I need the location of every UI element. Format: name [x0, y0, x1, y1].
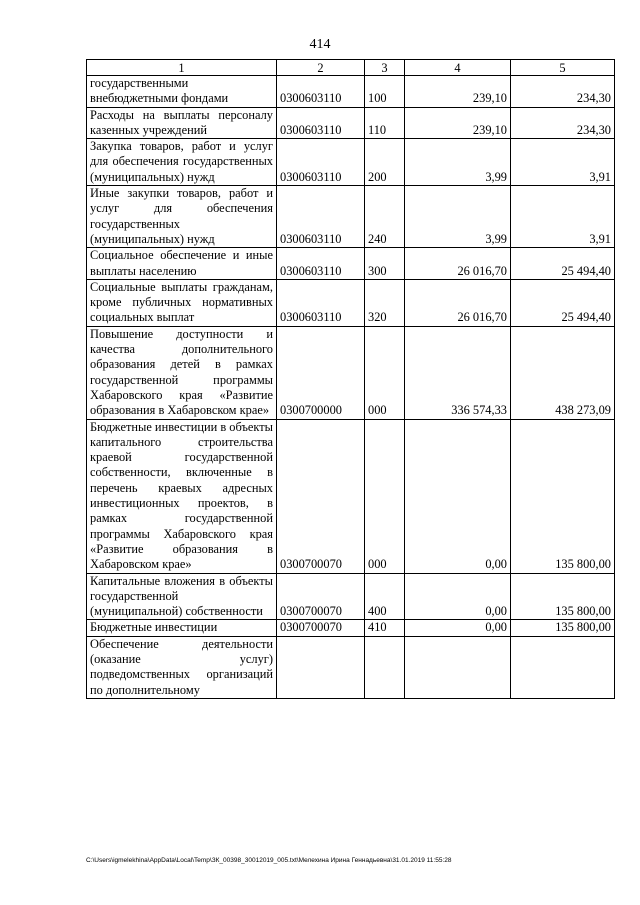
document-footer-path: C:\Users\igmelekhina\AppData\Local\Temp\ЗК_00398_30012019_005.txt\Мелехина Ирина Геннадьевна\31.01.2019 11:55:28: [86, 857, 452, 864]
row-target-code: 0300603110: [277, 139, 365, 186]
row-target-code: 0300603110: [277, 76, 365, 108]
column-header: 5: [511, 60, 615, 76]
table-header-row: [87, 60, 615, 76]
row-expense-type: 100: [365, 76, 405, 108]
column-header: 1: [87, 60, 277, 76]
row-name: Повышение доступности и качества дополнительного образования детей в рамках государственной программы Хабаровского края «Развитие образования в Хабаровском крае»: [87, 326, 277, 419]
row-amount-2: 234,30: [511, 107, 615, 139]
table-row: [87, 326, 615, 419]
row-amount-2: 438 273,09: [511, 326, 615, 419]
row-expense-type: 000: [365, 326, 405, 419]
row-expense-type: 410: [365, 620, 405, 636]
row-amount-2: 3,91: [511, 186, 615, 248]
row-amount-2: 234,30: [511, 76, 615, 108]
row-name: Бюджетные инвестиции в объекты капитального строительства краевой государственной собственности, включенные в перечень краевых адресных инвестиционных проектов, в рамках государственной программы Хабаровского края «Развитие образования в Хабаровском крае»: [87, 419, 277, 573]
row-amount-1: 0,00: [405, 419, 511, 573]
row-amount-1: 336 574,33: [405, 326, 511, 419]
row-expense-type: 240: [365, 186, 405, 248]
row-expense-type: 320: [365, 279, 405, 326]
table-row: [87, 139, 615, 186]
page-number: 414: [309, 37, 331, 52]
table-row: [87, 107, 615, 139]
row-expense-type: 110: [365, 107, 405, 139]
row-name: Социальные выплаты гражданам, кроме публичных нормативных социальных выплат: [87, 279, 277, 326]
row-name: Бюджетные инвестиции: [87, 620, 277, 636]
row-expense-type: 000: [365, 419, 405, 573]
row-target-code: 0300603110: [277, 107, 365, 139]
row-name: Иные закупки товаров, работ и услуг для обеспечения государственных (муниципальных) нужд: [87, 186, 277, 248]
row-expense-type: 300: [365, 248, 405, 280]
row-amount-2: 135 800,00: [511, 620, 615, 636]
row-name: Расходы на выплаты персоналу казенных учреждений: [87, 107, 277, 139]
row-name: Капитальные вложения в объекты государственной (муниципальной) собственности: [87, 573, 277, 620]
table-row: [87, 419, 615, 573]
budget-table: [86, 59, 615, 699]
row-target-code: [277, 636, 365, 698]
row-amount-1: [405, 636, 511, 698]
table-row: [87, 76, 615, 108]
row-amount-1: 0,00: [405, 573, 511, 620]
table-row: [87, 279, 615, 326]
row-amount-2: 25 494,40: [511, 248, 615, 280]
table-row: [87, 248, 615, 280]
row-name: Социальное обеспечение и иные выплаты населению: [87, 248, 277, 280]
row-amount-1: 3,99: [405, 139, 511, 186]
row-target-code: 0300700070: [277, 419, 365, 573]
row-amount-1: 26 016,70: [405, 248, 511, 280]
row-amount-2: 3,91: [511, 139, 615, 186]
row-target-code: 0300700070: [277, 573, 365, 620]
table-row: [87, 636, 615, 698]
row-amount-2: 135 800,00: [511, 573, 615, 620]
row-expense-type: [365, 636, 405, 698]
row-amount-1: 26 016,70: [405, 279, 511, 326]
row-amount-1: 0,00: [405, 620, 511, 636]
table-row: [87, 620, 615, 636]
row-amount-1: 239,10: [405, 76, 511, 108]
row-expense-type: 400: [365, 573, 405, 620]
row-target-code: 0300700070: [277, 620, 365, 636]
column-header: 4: [405, 60, 511, 76]
row-name: Закупка товаров, работ и услуг для обеспечения государственных (муниципальных) нужд: [87, 139, 277, 186]
row-amount-2: 25 494,40: [511, 279, 615, 326]
table-row: [87, 186, 615, 248]
row-target-code: 0300700000: [277, 326, 365, 419]
row-amount-1: 3,99: [405, 186, 511, 248]
table-row: [87, 573, 615, 620]
row-amount-2: 135 800,00: [511, 419, 615, 573]
row-amount-2: [511, 636, 615, 698]
row-name: государственными внебюджетными фондами: [87, 76, 277, 108]
row-target-code: 0300603110: [277, 248, 365, 280]
row-target-code: 0300603110: [277, 279, 365, 326]
column-header: 3: [365, 60, 405, 76]
column-header: 2: [277, 60, 365, 76]
row-amount-1: 239,10: [405, 107, 511, 139]
row-expense-type: 200: [365, 139, 405, 186]
row-name: Обеспечение деятельности (оказание услуг) подведомственных организаций по дополнительному: [87, 636, 277, 698]
row-target-code: 0300603110: [277, 186, 365, 248]
